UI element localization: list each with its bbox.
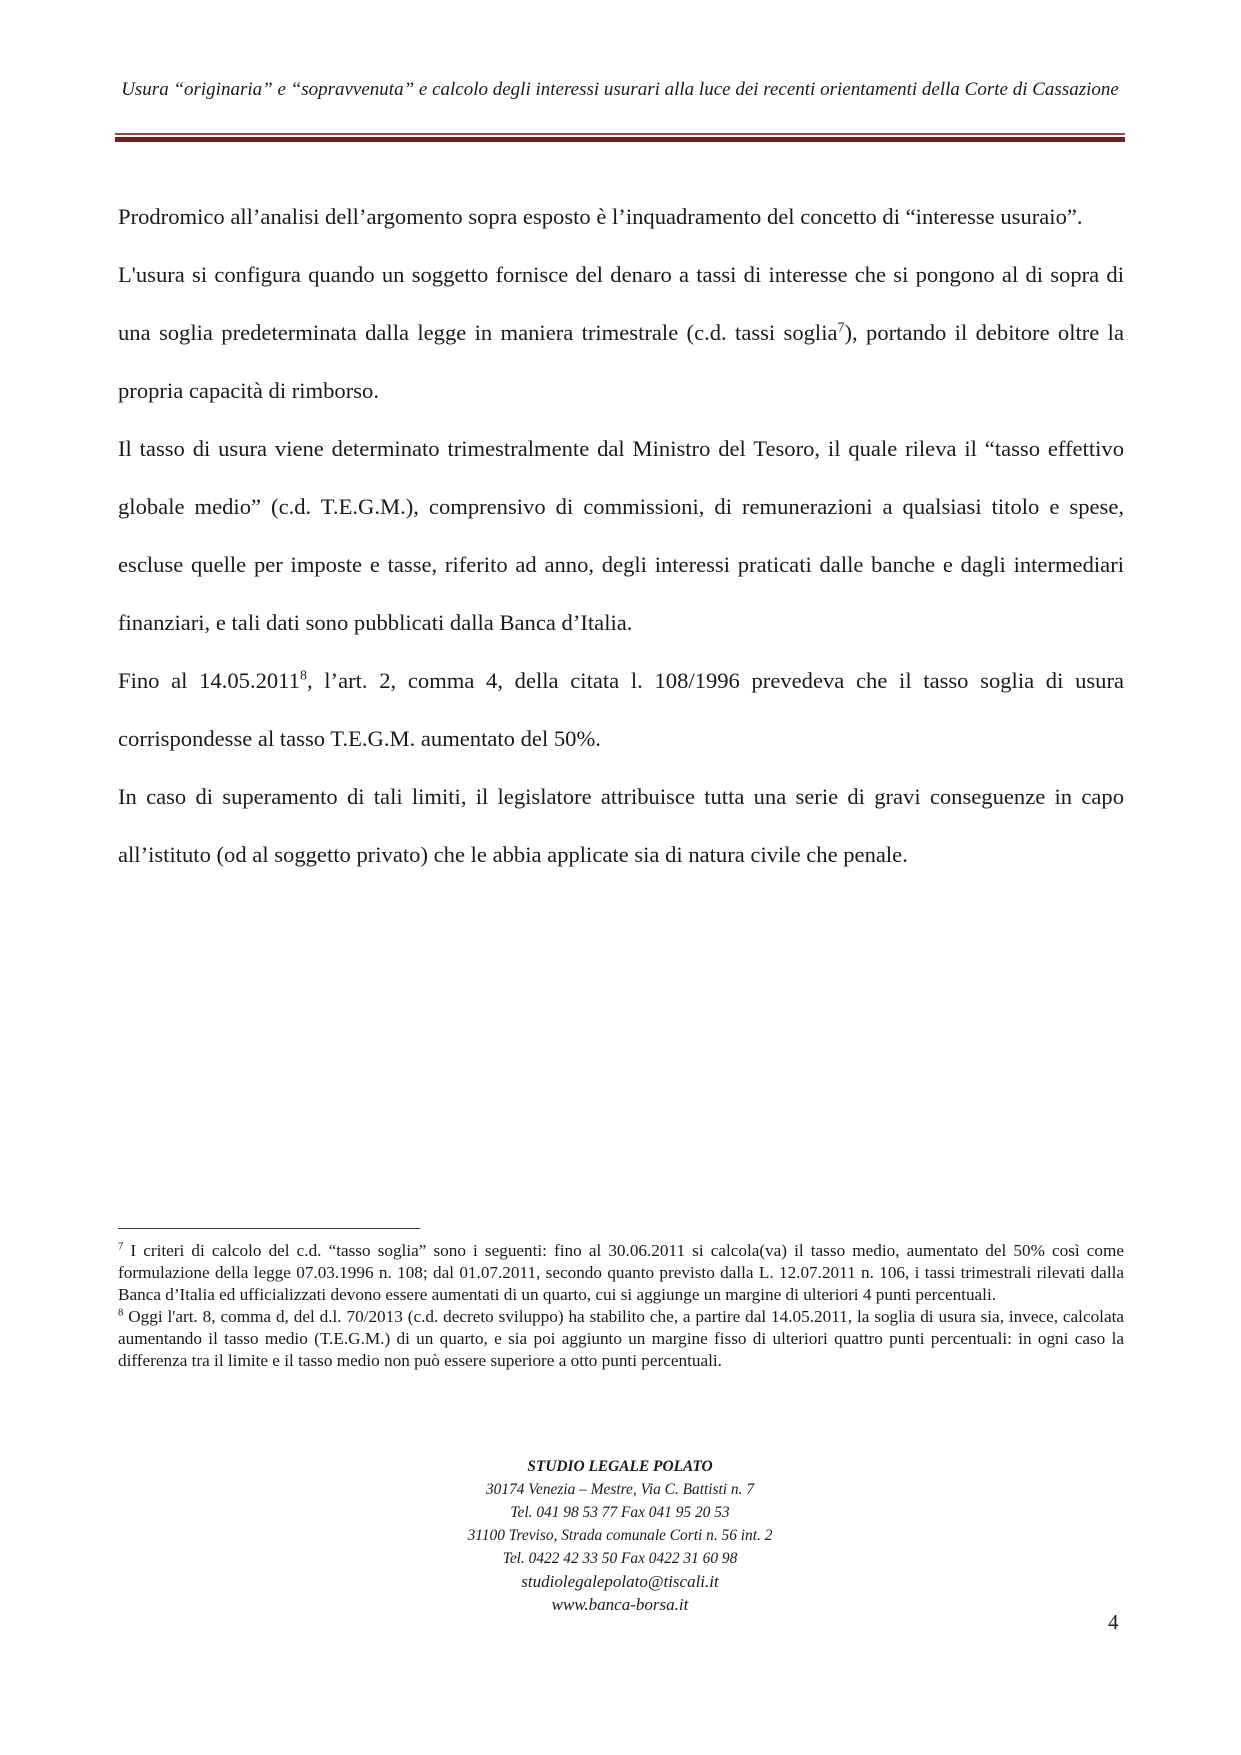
phone-venezia: Tel. 041 98 53 77 Fax 041 95 20 53: [510, 1504, 730, 1521]
footnote-8: [118, 1306, 1124, 1372]
paragraph-3: Il tasso di usura viene determinato trimestralmente dal Ministro del Tesoro, il quale rileva il “tasso effettivo globale medio” (c.d. T.E.G.M.), comprensivo di commissioni, di remunerazioni a qualsiasi titolo e spese, escluse quelle per imposte e tasse, riferito ad anno, degli interessi praticati dalle banche e dagli intermediari finanziari, e tali dati sono pubblicati dalla Banca d’Italia.: [118, 436, 1124, 635]
address-venezia: 30174 Venezia – Mestre, Via C. Battisti n. 7: [485, 1481, 755, 1498]
paragraph-2-tail: ), portando il debitore oltre la propria capacità di rimborso.: [118, 320, 1124, 403]
footnote-7: [118, 1240, 1124, 1306]
footnote-7-text: I criteri di calcolo del c.d. “tasso soglia” sono i seguenti: fino al 30.06.2011 si calcola(va) il tasso medio, aumentato del 50% così come formulazione della legge 07.03.1996 n. 108; dal 01.07.2011, secondo quanto previsto dalla L. 12.07.2011 n. 106, i tassi trimestrali rilevati dalla Banca d’Italia ed ufficializzati devono essere aumentati di un quarto, cui si aggiunge un margine di ulteriori 4 punti percentuali.: [118, 1241, 1124, 1304]
studio-name: STUDIO LEGALE POLATO: [527, 1458, 713, 1475]
paragraph-4-text: Fino al 14.05.2011: [118, 668, 300, 693]
running-header: Usura “originaria” e “sopravvenuta” e calcolo degli interessi usurari alla luce dei recenti orientamenti della Corte di Cassazione: [121, 79, 1119, 100]
paragraph-5: In caso di superamento di tali limiti, il legislatore attribuisce tutta una serie di gravi conseguenze in capo all’istituto (od al soggetto privato) che le abbia applicate sia di natura civile che penale.: [118, 784, 1124, 867]
footnote-8-number: 8: [118, 1307, 124, 1319]
paragraph-1: Prodromico all’analisi dell’argomento sopra esposto è l’inquadramento del concetto di “interesse usuraio”.: [118, 204, 1083, 229]
footnotes: [118, 1240, 1124, 1372]
footnote-8-text: Oggi l'art. 8, comma d, del d.l. 70/2013 (c.d. decreto sviluppo) ha stabilito che, a partire dal 14.05.2011, la soglia di usura sia, invece, calcolata aumentando il tasso medio (T.E.G.M.) di un quarto, e sia poi aggiunto un margine fisso di ulteriori quattro punti percentuali: in ogni caso la differenza tra il limite e il tasso medio non può essere superiore a otto punti percentuali.: [118, 1307, 1124, 1370]
header-rule-thick: [115, 137, 1125, 142]
paragraph-4: [118, 652, 1124, 768]
page-footer: [320, 1455, 920, 1616]
footnote-ref-7[interactable]: 7: [837, 320, 845, 336]
email-link[interactable]: studiolegalepolato@tiscali.it: [521, 1572, 719, 1591]
main-body: [118, 188, 1124, 884]
footnote-ref-8[interactable]: 8: [299, 668, 307, 684]
header-rule-thin: [115, 133, 1125, 135]
website-link[interactable]: www.banca-borsa.it: [551, 1595, 689, 1614]
address-treviso: 31100 Treviso, Strada comunale Corti n. 56 int. 2: [467, 1527, 773, 1544]
footnote-separator: [118, 1228, 420, 1229]
paragraph-2-text: L'usura si configura quando un soggetto fornisce del denaro a tassi di interesse che si pongono al di sopra di una soglia predeterminata dalla legge in maniera trimestrale (c.d. tassi soglia: [118, 262, 1124, 345]
paragraph-2: [118, 246, 1124, 420]
page-number: 4: [1108, 1610, 1119, 1634]
footnote-7-number: 7: [118, 1241, 124, 1253]
phone-treviso: Tel. 0422 42 33 50 Fax 0422 31 60 98: [502, 1550, 738, 1567]
paragraph-4-tail: , l’art. 2, comma 4, della citata l. 108/1996 prevedeva che il tasso soglia di usura corrispondesse al tasso T.E.G.M. aumentato del 50%.: [118, 668, 1125, 751]
